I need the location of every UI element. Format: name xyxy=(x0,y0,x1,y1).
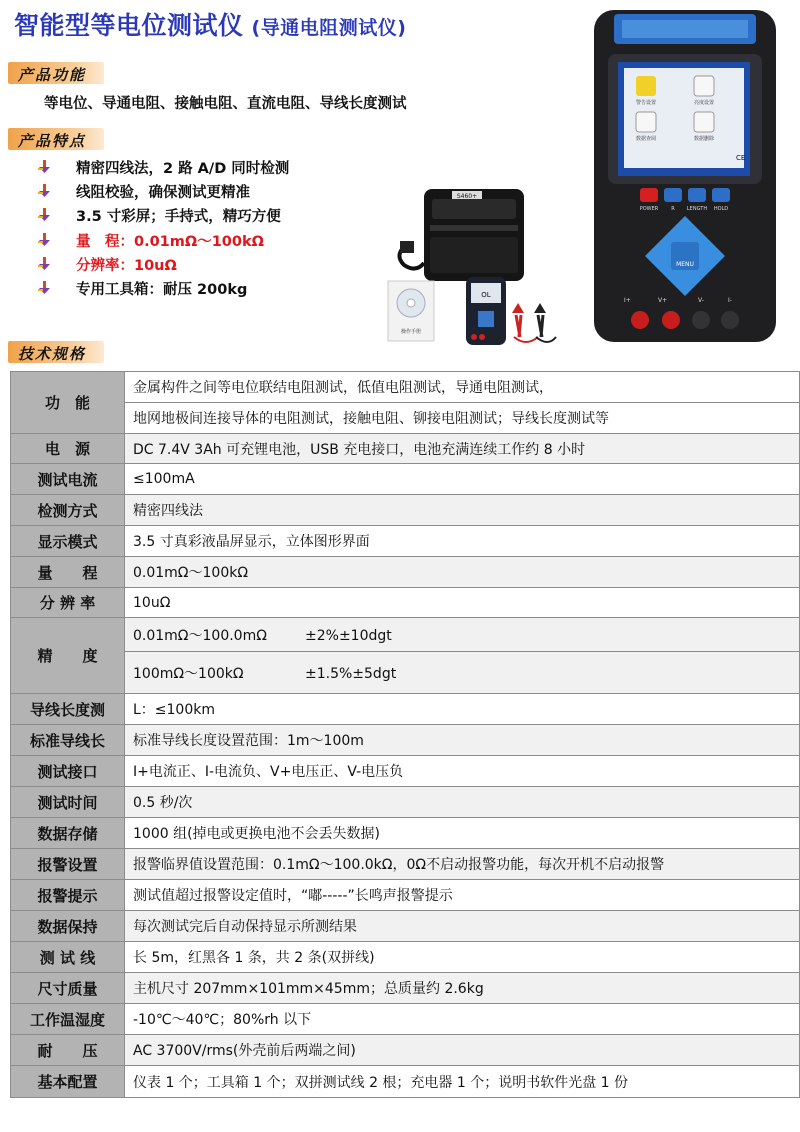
spec-value: 精密四线法 xyxy=(125,495,800,526)
table-row xyxy=(11,618,800,652)
spec-value: 报警临界值设置范围：0.1mΩ～100.0kΩ，0Ω不启动报警功能，每次开机不启动报警 xyxy=(125,849,800,880)
feature-item: 线阻校验，确保测试更精准 xyxy=(34,181,289,205)
table-row xyxy=(11,588,800,618)
spec-value: L：≤100km xyxy=(125,694,800,725)
spec-value: 地网地极间连接导体的电阻测试，接触电阻、铆接电阻测试；导线长度测试等 xyxy=(125,403,800,434)
page-title xyxy=(14,6,406,42)
svg-text:CE: CE xyxy=(736,154,746,162)
feature-item-highlight: 量 程：0.01mΩ～100kΩ xyxy=(34,230,289,254)
feature-item: 专用工具箱：耐压 200kg xyxy=(34,278,289,302)
svg-text:HOLD: HOLD xyxy=(713,206,729,212)
table-row xyxy=(11,526,800,557)
spec-value: ≤100mA xyxy=(125,464,800,495)
svg-text:POWER: POWER xyxy=(639,206,659,212)
spec-label: 测 试 线 xyxy=(11,942,125,973)
spec-value: 0.01mΩ～100kΩ xyxy=(125,557,800,588)
spec-label: 数据保持 xyxy=(11,911,125,942)
spec-label: 分 辨 率 xyxy=(11,588,125,618)
spec-label: 检测方式 xyxy=(11,495,125,526)
arrow-bullet-icon xyxy=(38,281,52,295)
svg-text:I+: I+ xyxy=(624,297,631,304)
table-row xyxy=(11,942,800,973)
table-row xyxy=(11,557,800,588)
spec-label: 测试电流 xyxy=(11,464,125,495)
spec-label: 精 度 xyxy=(11,618,125,694)
spec-value: 0.5 秒/次 xyxy=(125,787,800,818)
table-row xyxy=(11,434,800,464)
function-summary: 等电位、导通电阻、接触电阻、直流电阻、导线长度测试 xyxy=(44,96,407,112)
table-row xyxy=(11,880,800,911)
table-row xyxy=(11,818,800,849)
spec-value: 10uΩ xyxy=(125,588,800,618)
table-row xyxy=(11,495,800,526)
table-row xyxy=(11,403,800,434)
section-tag-features: 产品特点 xyxy=(8,128,104,150)
svg-text:R: R xyxy=(671,206,675,212)
product-title: 智能型等电位测试仪 xyxy=(14,11,244,40)
spec-value: 0.01mΩ～100.0mΩ ±2%±10dgt xyxy=(125,618,800,652)
spec-label: 测试接口 xyxy=(11,756,125,787)
tool-kit-image xyxy=(386,185,561,350)
spec-label: 测试时间 xyxy=(11,787,125,818)
spec-value: DC 7.4V 3Ah 可充锂电池，USB 充电接口，电池充满连续工作约 8 小时 xyxy=(125,434,800,464)
spec-value: 主机尺寸 207mm×101mm×45mm；总质量约 2.6kg xyxy=(125,973,800,1004)
svg-text:MENU: MENU xyxy=(676,261,694,268)
svg-text:LENGTH: LENGTH xyxy=(686,206,708,212)
table-row xyxy=(11,372,800,403)
spec-value: 测试值超过报警设定值时，“嘟-----”长鸣声报警提示 xyxy=(125,880,800,911)
spec-label: 功 能 xyxy=(11,372,125,434)
table-row xyxy=(11,464,800,495)
spec-label: 工作温湿度 xyxy=(11,1004,125,1035)
spec-label: 报警提示 xyxy=(11,880,125,911)
table-row xyxy=(11,911,800,942)
svg-text:OL: OL xyxy=(481,291,491,299)
table-row xyxy=(11,1004,800,1035)
table-row xyxy=(11,725,800,756)
spec-label: 量 程 xyxy=(11,557,125,588)
arrow-bullet-icon xyxy=(38,208,52,222)
svg-text:S460+: S460+ xyxy=(456,193,478,200)
spec-value: 仪表 1 个；工具箱 1 个；双拼测试线 2 根；充电器 1 个；说明书软件光盘 1 份 xyxy=(125,1066,800,1098)
section-tag-function: 产品功能 xyxy=(8,62,104,84)
spec-label: 标准导线长 xyxy=(11,725,125,756)
feature-list xyxy=(34,157,289,302)
feature-item: 3.5 寸彩屏；手持式，精巧方便 xyxy=(34,205,289,229)
table-row xyxy=(11,1035,800,1066)
section-tag-spec: 技术规格 xyxy=(8,341,104,363)
svg-text:V-: V- xyxy=(698,297,704,304)
table-row xyxy=(11,756,800,787)
table-row xyxy=(11,694,800,725)
spec-value: 长 5m，红黑各 1 条，共 2 条(双拼线) xyxy=(125,942,800,973)
svg-text:操作手册: 操作手册 xyxy=(400,329,422,335)
spec-value: 金属构件之间等电位联结电阻测试，低值电阻测试，导通电阻测试， xyxy=(125,372,800,403)
svg-text:警告设置: 警告设置 xyxy=(635,100,657,106)
spec-label: 基本配置 xyxy=(11,1066,125,1098)
spec-label: 电 源 xyxy=(11,434,125,464)
spec-label: 导线长度测 xyxy=(11,694,125,725)
spec-label: 数据存储 xyxy=(11,818,125,849)
arrow-bullet-icon xyxy=(38,184,52,198)
feature-item: 精密四线法，2 路 A/D 同时检测 xyxy=(34,157,289,181)
svg-text:亮度设置: 亮度设置 xyxy=(693,100,715,106)
device-image xyxy=(594,10,776,342)
arrow-bullet-icon xyxy=(38,257,52,271)
spec-value: 100mΩ～100kΩ ±1.5%±5dgt xyxy=(125,652,800,694)
table-row xyxy=(11,652,800,694)
spec-label: 耐 压 xyxy=(11,1035,125,1066)
spec-table xyxy=(10,371,800,1098)
spec-label: 尺寸质量 xyxy=(11,973,125,1004)
spec-value: 1000 组(掉电或更换电池不会丢失数据) xyxy=(125,818,800,849)
spec-value: -10℃～40℃；80%rh 以下 xyxy=(125,1004,800,1035)
svg-text:I-: I- xyxy=(728,297,732,304)
svg-text:数据删除: 数据删除 xyxy=(693,136,715,142)
svg-text:V+: V+ xyxy=(658,297,668,304)
arrow-bullet-icon xyxy=(38,160,52,174)
spec-value: 每次测试完后自动保持显示所测结果 xyxy=(125,911,800,942)
spec-label: 报警设置 xyxy=(11,849,125,880)
table-row xyxy=(11,787,800,818)
feature-item-highlight: 分辨率：10uΩ xyxy=(34,254,289,278)
svg-text:数据查阅: 数据查阅 xyxy=(635,136,657,142)
spec-value: AC 3700V/rms(外壳前后两端之间) xyxy=(125,1035,800,1066)
table-row xyxy=(11,849,800,880)
spec-label: 显示模式 xyxy=(11,526,125,557)
table-row xyxy=(11,973,800,1004)
spec-value: I+电流正、I-电流负、V+电压正、V-电压负 xyxy=(125,756,800,787)
spec-value: 3.5 寸真彩液晶屏显示，立体图形界面 xyxy=(125,526,800,557)
arrow-bullet-icon xyxy=(38,233,52,247)
product-subtitle: (导通电阻测试仪) xyxy=(251,17,407,39)
table-row xyxy=(11,1066,800,1098)
spec-value: 标准导线长度设置范围：1m～100m xyxy=(125,725,800,756)
